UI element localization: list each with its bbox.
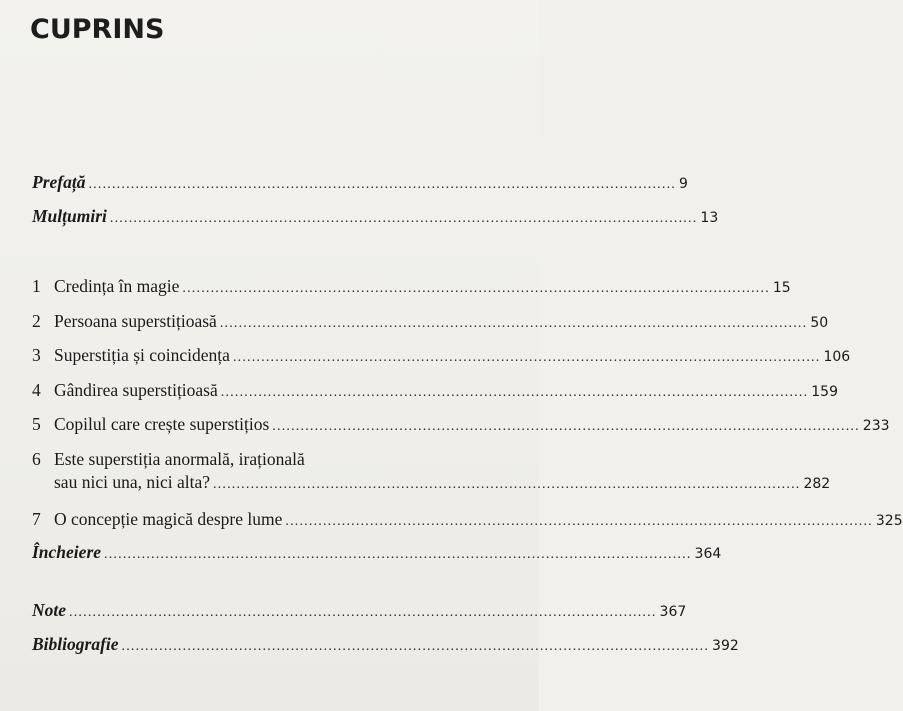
toc-entry-label: Persoana superstițioasă (54, 311, 217, 331)
dot-leader: ............................................................................................................................. (285, 514, 873, 529)
toc-entry-page: 15 (772, 280, 791, 296)
toc-entry-chapter-6-continued (54, 472, 831, 493)
dot-leader: ............................................................................................................................. (232, 350, 821, 365)
toc-entry-incheiere (32, 542, 722, 563)
chapter-number: 7 (32, 509, 41, 529)
chapter-number: 6 (32, 449, 41, 469)
toc-entry-chapter-3 (32, 345, 851, 366)
toc-entry-label: Este superstiția anormală, irațională (54, 449, 305, 469)
toc-entry-page: 364 (694, 546, 722, 562)
toc-entry-page: 392 (712, 638, 739, 654)
dot-leader: ............................................................................................................................. (220, 385, 809, 400)
toc-entry-label: sau nici una, nici alta? (54, 472, 210, 492)
toc-entry-page: 159 (811, 384, 838, 400)
toc-entry-chapter-6 (32, 449, 507, 470)
toc-entry-label: Copilul care crește superstițios (54, 414, 270, 434)
toc-entry-label: Mulțumiri (32, 206, 107, 226)
toc-entry-chapter-4 (32, 380, 838, 401)
toc-entry-label: Gândirea superstițioasă (54, 380, 218, 400)
chapter-number: 1 (32, 276, 41, 296)
dot-leader: ............................................................................................................................. (69, 605, 657, 620)
toc-entry-bibliografie (32, 634, 739, 655)
toc-entry-page: 325 (875, 513, 903, 529)
dot-leader: ............................................................................................................................. (121, 639, 710, 654)
toc-entry-label: Note (32, 600, 67, 620)
toc-entry-chapter-5 (32, 414, 890, 435)
dot-leader: ............................................................................................................................. (272, 419, 860, 434)
toc-entry-chapter-2 (32, 311, 829, 332)
toc-entry-label: Credința în magie (54, 276, 180, 296)
dot-leader: ............................................................................................................................. (212, 477, 801, 492)
toc-entry-page: 13 (700, 210, 719, 226)
toc-entry-page: 9 (678, 176, 688, 192)
dot-leader: ............................................................................................................................. (109, 211, 698, 226)
toc-entry-page: 106 (823, 349, 851, 365)
dot-leader: ............................................................................................................................. (104, 547, 692, 562)
toc-entry-page: 50 (810, 315, 829, 331)
page-title: CUPRINS (30, 14, 165, 45)
chapter-number: 2 (32, 311, 41, 331)
chapter-number: 4 (32, 380, 41, 400)
toc-entry-page: 282 (803, 476, 831, 492)
chapter-number: 5 (32, 414, 41, 434)
toc-entry-note (32, 600, 687, 621)
dot-leader: ............................................................................................................................. (182, 281, 770, 296)
toc-entry-page: 367 (659, 604, 687, 620)
toc-entry-prefata (32, 172, 688, 193)
toc-entry-chapter-7 (32, 509, 903, 530)
chapter-number: 3 (32, 345, 41, 365)
toc-entry-label: Superstiția și coincidența (54, 345, 230, 365)
toc-entry-multumiri (32, 206, 719, 227)
toc-entry-label: Bibliografie (32, 634, 119, 654)
toc-entry-page: 233 (862, 418, 890, 434)
toc-entry-label: Încheiere (32, 542, 102, 562)
toc-entry-label: Prefață (32, 172, 86, 192)
toc-entry-chapter-1 (32, 276, 791, 297)
dot-leader: ............................................................................................................................. (219, 316, 808, 331)
dot-leader: ............................................................................................................................. (88, 177, 676, 192)
toc-entry-label: O concepție magică despre lume (54, 509, 283, 529)
